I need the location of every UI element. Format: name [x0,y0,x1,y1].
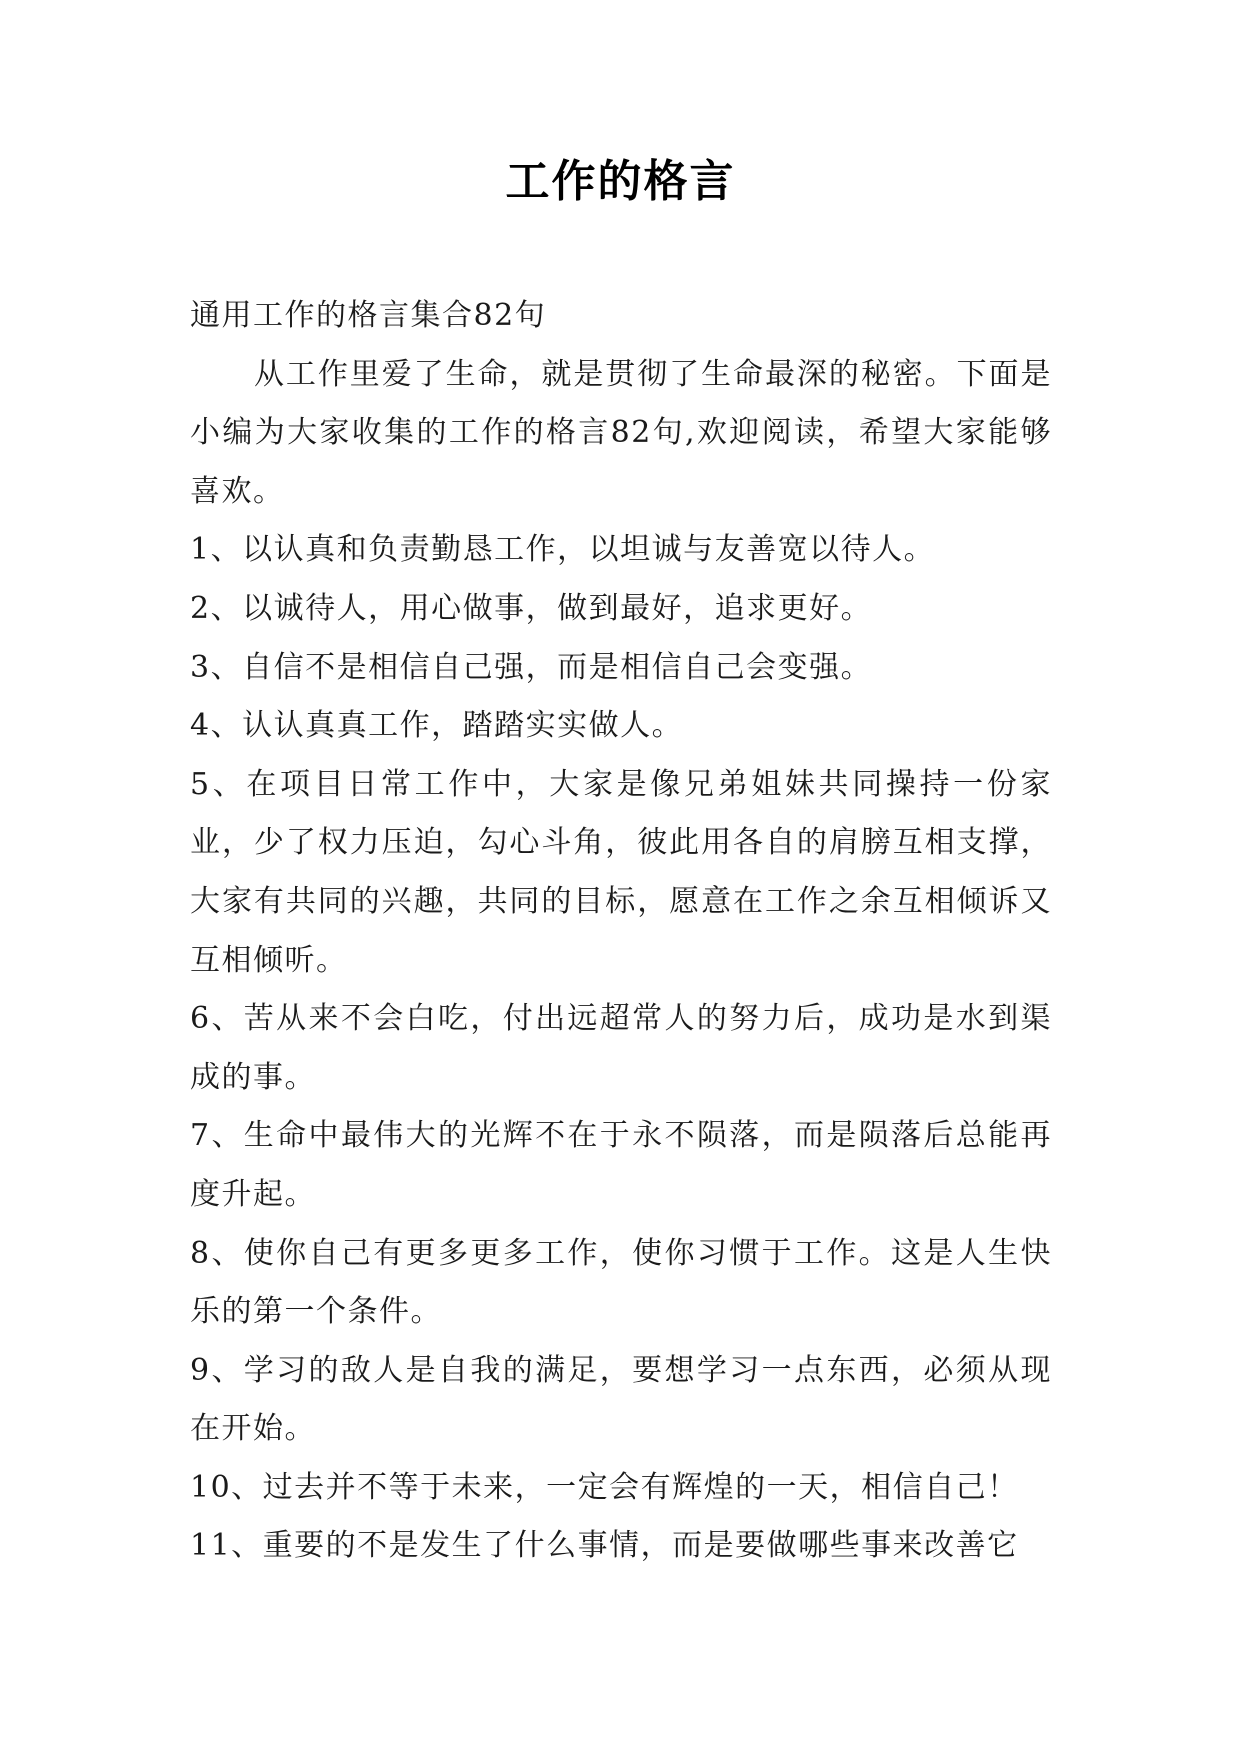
quote-item-7: 7、生命中最伟大的光辉不在于永不陨落，而是陨落后总能再度升起。 [190,1118,1052,1212]
quote-item-9: 9、学习的敌人是自我的满足，要想学习一点东西，必须从现在开始。 [190,1352,1052,1447]
quote-item-2: 2、以诚待人，用心做事，做到最好，追求更好。 [190,590,873,626]
quote-item-6: 6、苦从来不会白吃，付出远超常人的努力后，成功是水到渠成的事。 [190,1001,1052,1095]
document-body [190,287,1052,1576]
quote-item-5: 5、在项目日常工作中，大家是像兄弟姐妹共同操持一份家业，少了权力压迫，勾心斗角，彼此用各自的肩膀互相支撑，大家有共同的兴趣，共同的目标，愿意在工作之余互相倾诉又互相倾听。 [190,766,1052,978]
subtitle-line: 通用工作的格言集合82句 [190,298,547,333]
quote-item-3: 3、自信不是相信自己强，而是相信自己会变强。 [190,649,873,685]
document-title: 工作的格言 [505,156,736,207]
quote-item-10: 10、过去并不等于未来，一定会有辉煌的一天，相信自己！ [190,1469,1019,1505]
intro-paragraph: 从工作里爱了生命，就是贯彻了生命最深的秘密。下面是小编为大家收集的工作的格言82句,欢迎阅读，希望大家能够喜欢。 [190,356,1052,509]
quote-item-1: 1、以认真和负责勤恳工作，以坦诚与友善宽以待人。 [190,532,936,568]
quote-item-8: 8、使你自己有更多更多工作，使你习惯于工作。这是人生快乐的第一个条件。 [190,1235,1052,1330]
quote-item-4: 4、认认真真工作，踏踏实实做人。 [190,708,684,744]
quote-item-11: 11、重要的不是发生了什么事情，而是要做哪些事来改善它 [190,1528,1019,1564]
